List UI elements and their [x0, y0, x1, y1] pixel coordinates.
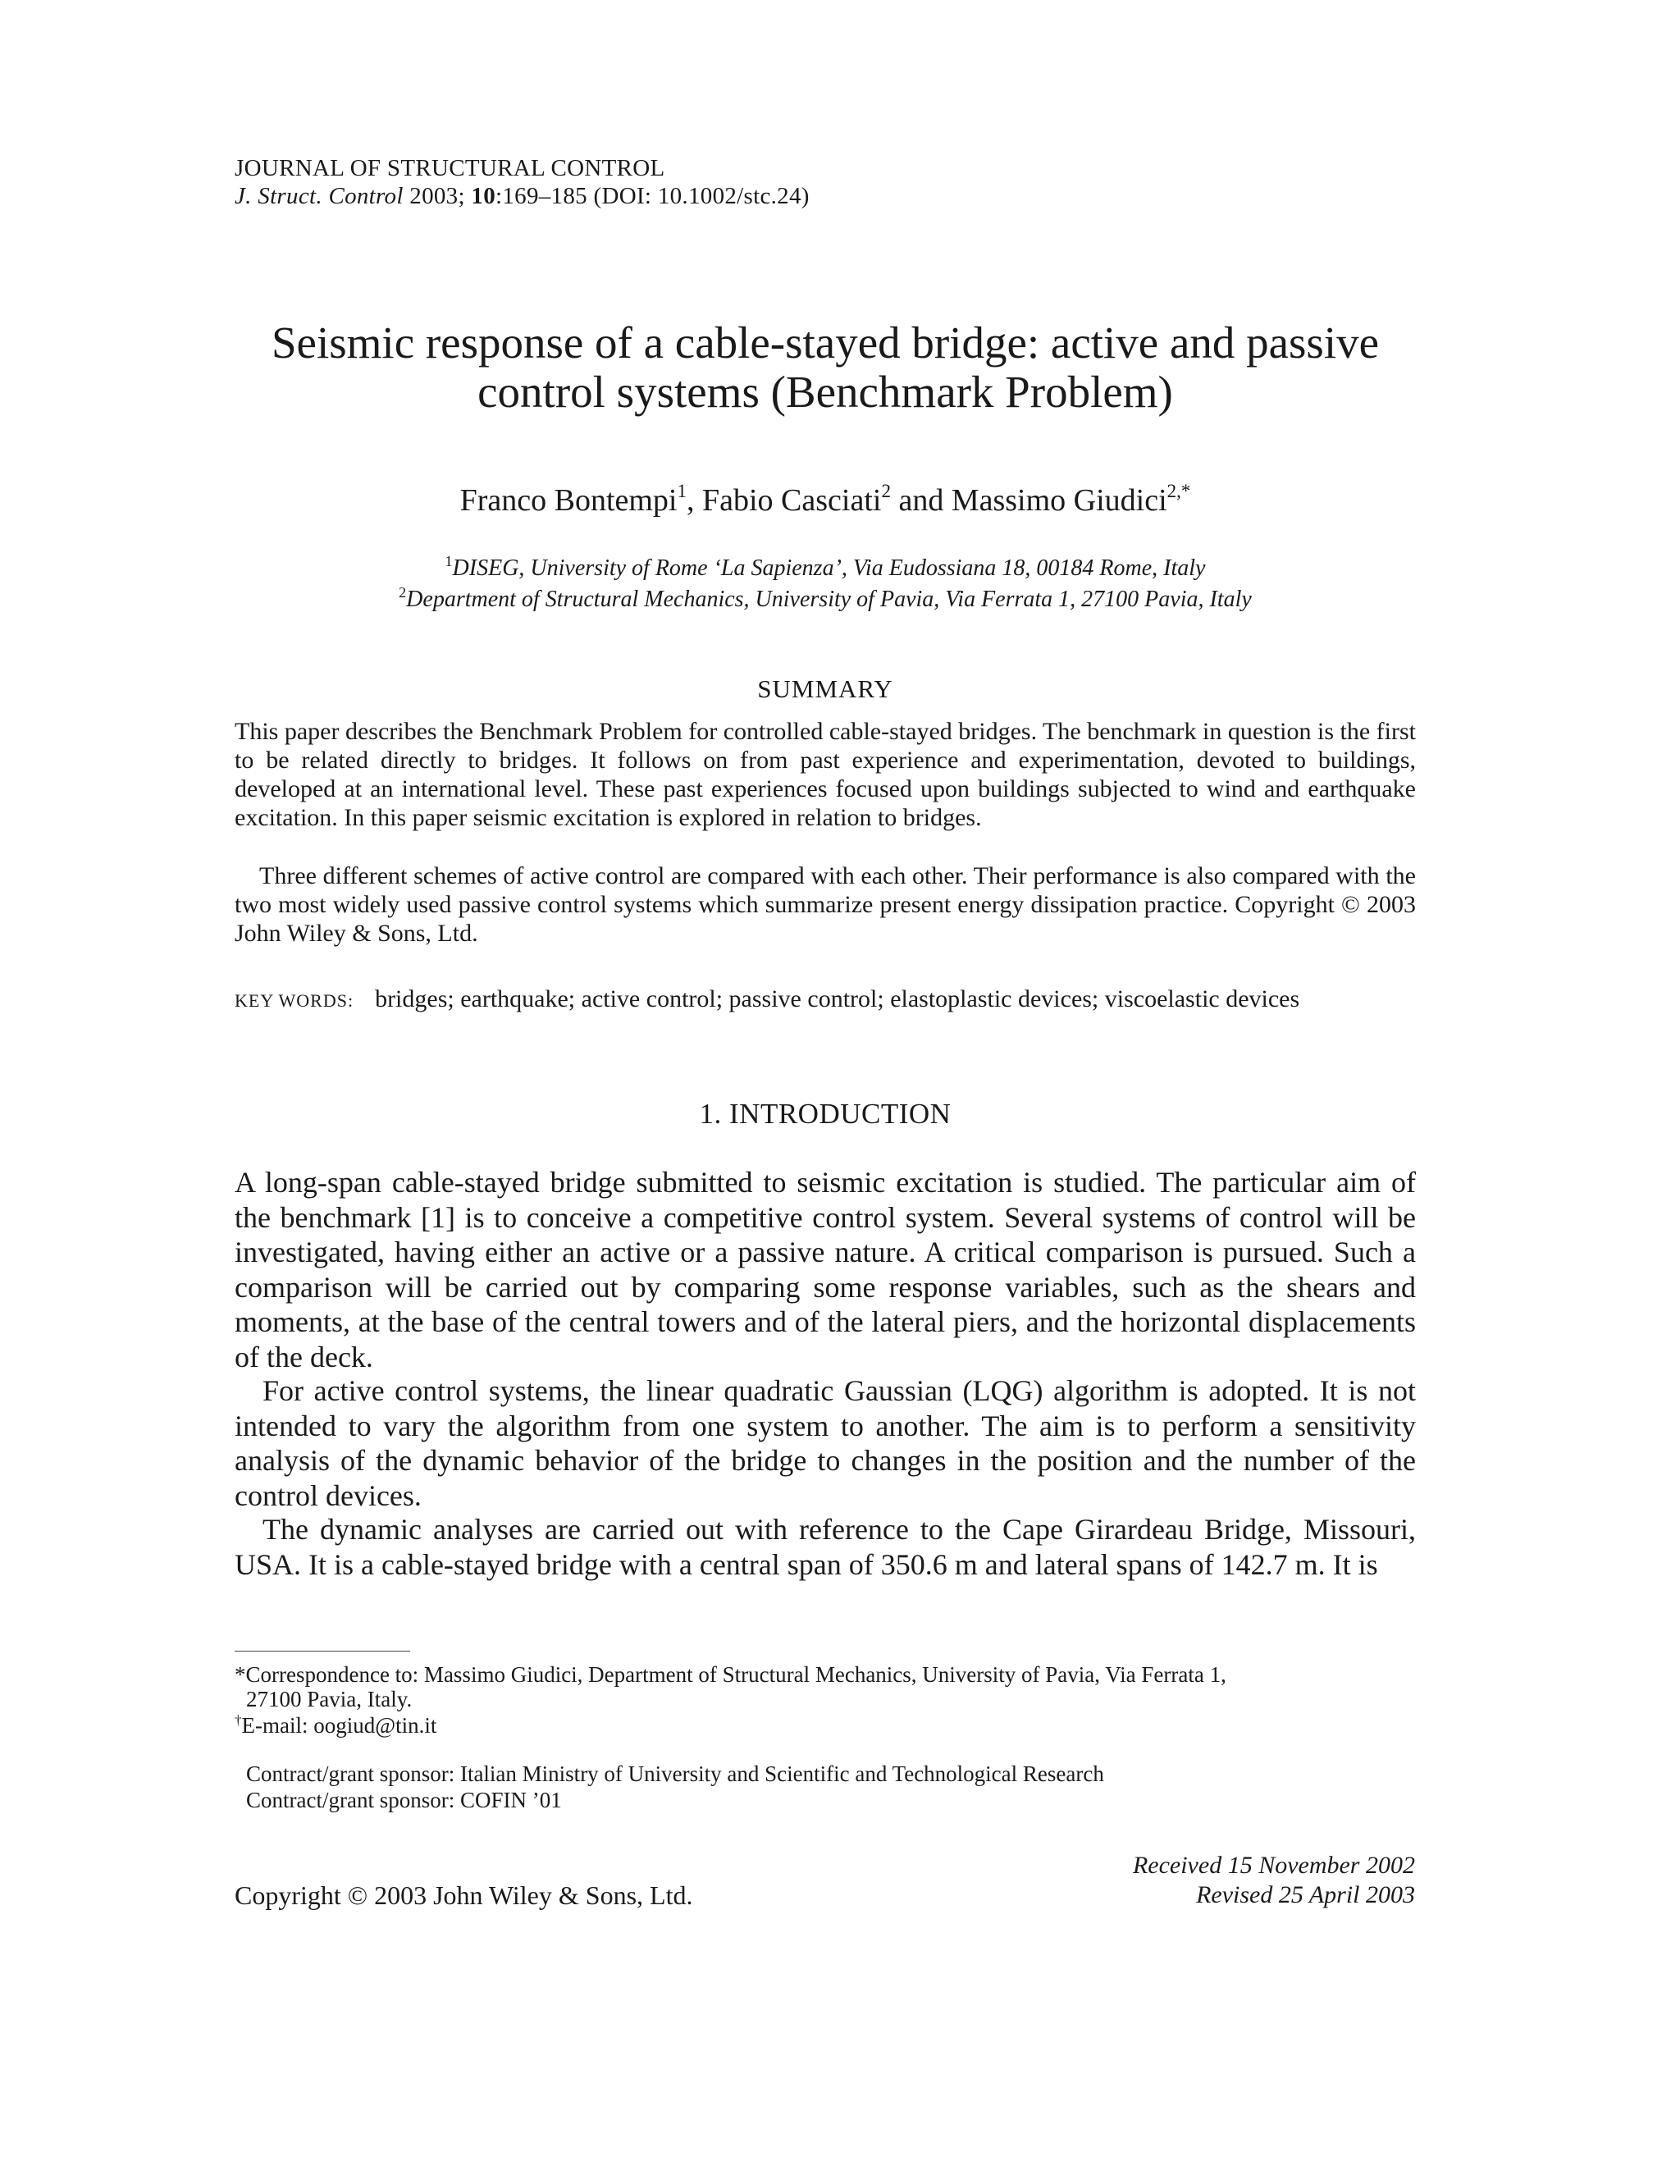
summary-paragraph: Three different schemes of active control are compared with each other. Their performance is also compared with the two most widely used passive control systems which summarize present energy dissipation practice. Copyright © 2003 John Wiley & Sons, Ltd. [235, 862, 1416, 947]
affiliation-sup: 2 [399, 584, 407, 601]
author-separator: and [890, 483, 952, 518]
affiliation-text: DISEG, University of Rome ‘La Sapienza’, Via Eudossiana 18, 00184 Rome, Italy [452, 555, 1206, 581]
author-name: Fabio Casciati [701, 483, 882, 518]
correspondence-footnote [235, 1662, 1416, 1711]
body-paragraph: A long-span cable-stayed bridge submitted to seismic excitation is studied. The particular aim of the benchmark [1] is to conceive a competitive control system. Several systems of control will be investigated, having either an active or a passive nature. A critical comparison is pursued. Such a comparison will be carried out by comparing some response variables, such as the shears and moments, at the base of the central towers and of the lateral piers, and the horizontal displacements of the deck. [235, 1166, 1416, 1373]
journal-header [235, 154, 1416, 210]
affiliation-sup: 1 [445, 553, 453, 569]
affiliation-text: Department of Structural Mechanics, University of Pavia, Via Ferrata 1, 27100 Pavia, Italy [406, 587, 1252, 612]
author-sup: 1 [677, 481, 687, 501]
affiliation-line [235, 553, 1416, 584]
journal-name: JOURNAL OF STRUCTURAL CONTROL [235, 155, 665, 181]
author-separator: , [686, 483, 702, 518]
paper-title [235, 318, 1416, 417]
title-line-2: control systems (Benchmark Problem) [477, 367, 1173, 417]
citation-volume: 10 [471, 183, 495, 209]
email-sup: † [235, 1712, 242, 1728]
author-name: Massimo Giudici [951, 483, 1167, 518]
keywords-label: KEY WORDS: [235, 990, 354, 1011]
citation-year: 2003; [403, 183, 472, 209]
keywords-text: bridges; earthquake; active control; passive control; elastoplastic devices; viscoelastic devices [375, 985, 1300, 1012]
citation-pages: :169–185 (DOI: 10.1002/stc.24) [495, 183, 810, 209]
revised-date: Revised 25 April 2003 [1196, 1881, 1415, 1908]
journal-citation [235, 182, 1416, 210]
received-dates [1133, 1851, 1415, 1910]
footnote-divider [235, 1651, 410, 1652]
grant-sponsor: Contract/grant sponsor: Italian Ministry of University and Scientific and Technological Research [246, 1761, 1104, 1786]
received-date: Received 15 November 2002 [1132, 1852, 1415, 1879]
summary-heading: SUMMARY [757, 674, 893, 703]
author-name: Franco Bontempi [459, 483, 678, 518]
author-sup: 2 [881, 481, 891, 501]
grant-sponsor: Contract/grant sponsor: COFIN ’01 [246, 1788, 562, 1812]
citation-abbrev: J. Struct. Control [235, 183, 404, 209]
author-list [235, 482, 1416, 519]
title-line-1: Seismic response of a cable-stayed bridge: active and passive [271, 318, 1380, 368]
correspondence-line: 27100 Pavia, Italy. [246, 1687, 413, 1711]
email-footnote [235, 1713, 1416, 1738]
affiliation-line [235, 584, 1416, 615]
email-text: E-mail: oogiud@tin.it [241, 1713, 437, 1738]
summary-paragraph: This paper describes the Benchmark Problem for controlled cable-stayed bridges. The benchmark in question is the first to be related directly to bridges. It follows on from past experience and experimentation, devoted to buildings, developed at an international level. These past experiences focused upon buildings subjected to wind and earthquake excitation. In this paper seismic excitation is explored in relation to bridges. [235, 718, 1416, 831]
section-heading: 1. INTRODUCTION [699, 1098, 952, 1130]
correspondence-line: *Correspondence to: Massimo Giudici, Department of Structural Mechanics, University of Pavia, Via Ferrata 1, [235, 1662, 1226, 1687]
copyright-footer: Copyright © 2003 John Wiley & Sons, Ltd. [235, 1880, 693, 1910]
keywords [235, 985, 1416, 1016]
body-paragraph: The dynamic analyses are carried out with reference to the Cape Girardeau Bridge, Missouri, USA. It is a cable-stayed bridge with a central span of 350.6 m and lateral spans of 142.7 m. It is [235, 1513, 1416, 1581]
author-sup: 2,* [1166, 481, 1191, 501]
body-paragraph: For active control systems, the linear quadratic Gaussian (LQG) algorithm is adopted. It is not intended to vary the algorithm from one system to another. The aim is to perform a sensitivity analysis of the dynamic behavior of the bridge to changes in the position and the number of the control devices. [235, 1374, 1416, 1512]
affiliations [235, 553, 1416, 615]
